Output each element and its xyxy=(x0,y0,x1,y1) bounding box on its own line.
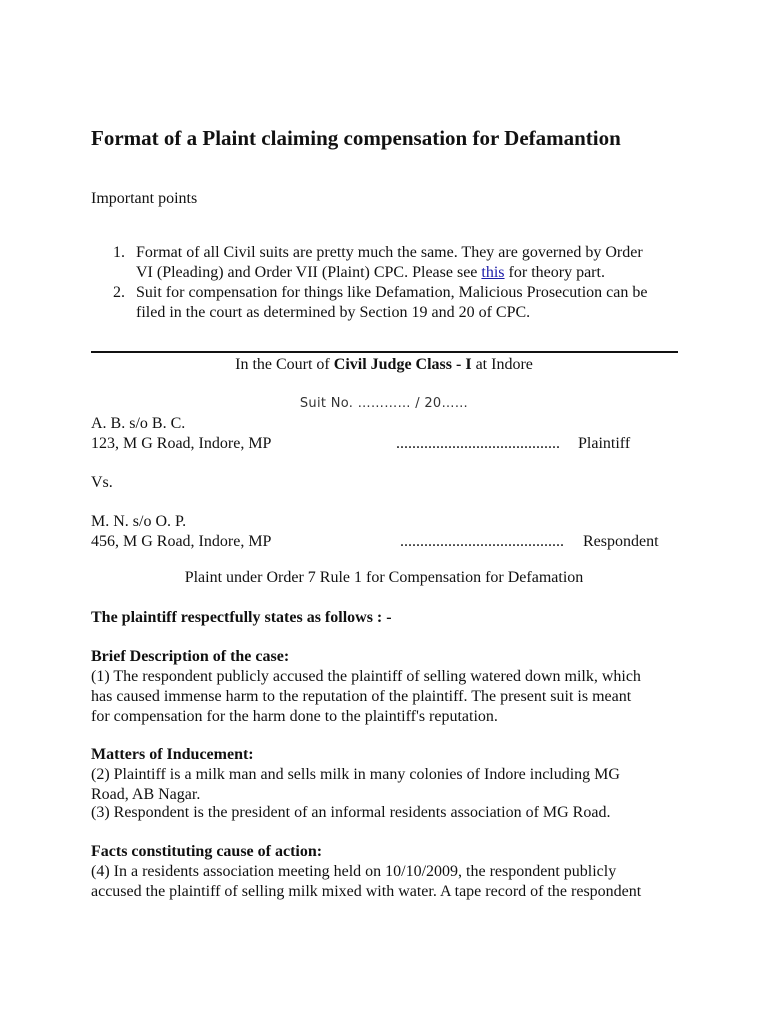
facts-line-2: accused the plaintiff of selling milk mixed with water. A tape record of the respondent xyxy=(91,883,642,900)
brief-line-1: (1) The respondent publicly accused the plaintiff of selling watered down milk, which xyxy=(91,668,641,685)
horizontal-divider xyxy=(91,351,678,353)
respondent-dots: ......................................... xyxy=(400,533,564,550)
plaint-heading: Plaint under Order 7 Rule 1 for Compensation for Defamation xyxy=(184,569,584,586)
court-heading xyxy=(0,356,768,374)
facts-line-1: (4) In a residents association meeting held on 10/10/2009, the respondent publicly xyxy=(91,863,617,880)
point-1-line-1: Format of all Civil suits are pretty much the same. They are governed by Order xyxy=(136,244,643,261)
point-2-number: 2. xyxy=(113,284,125,301)
inducement-line-3: (3) Respondent is the president of an informal residents association of MG Road. xyxy=(91,804,611,821)
plaintiff-name: A. B. s/o B. C. xyxy=(91,415,186,432)
plaintiff-role: Plaintiff xyxy=(578,435,631,452)
respondent-role: Respondent xyxy=(583,533,659,550)
point-1-number: 1. xyxy=(113,244,125,261)
point-1-text-pre: VI (Pleading) and Order VII (Plaint) CPC. Please see xyxy=(136,264,482,281)
brief-description-heading: Brief Description of the case: xyxy=(91,648,290,665)
suit-number: Suit No. ………… / 20…… xyxy=(299,396,469,411)
inducement-heading: Matters of Inducement: xyxy=(91,746,254,763)
point-2-line-2: filed in the court as determined by Section 19 and 20 of CPC. xyxy=(136,304,531,321)
inducement-line-1: (2) Plaintiff is a milk man and sells milk in many colonies of Indore including MG xyxy=(91,766,620,783)
plaintiff-dots: ......................................... xyxy=(396,435,560,452)
important-points-heading: Important points xyxy=(91,190,198,207)
theory-link[interactable]: this xyxy=(481,264,505,281)
brief-line-2: has caused immense harm to the reputation of the plaintiff. The present suit is meant xyxy=(91,688,632,705)
court-post: at Indore xyxy=(471,356,533,373)
brief-line-3: for compensation for the harm done to the plaintiff's reputation. xyxy=(91,708,498,725)
point-1-text-post: for theory part. xyxy=(504,264,605,281)
court-pre: In the Court of xyxy=(235,356,334,373)
plaintiff-states: The plaintiff respectfully states as follows : - xyxy=(91,609,392,626)
court-judge: Civil Judge Class - I xyxy=(333,356,472,373)
respondent-address: 456, M G Road, Indore, MP xyxy=(91,533,272,550)
inducement-line-2: Road, AB Nagar. xyxy=(91,786,201,803)
document-title: Format of a Plaint claiming compensation for Defamantion xyxy=(91,126,621,150)
versus-label: Vs. xyxy=(91,474,113,491)
point-2-line-1: Suit for compensation for things like Defamation, Malicious Prosecution can be xyxy=(136,284,648,301)
point-1-line-2 xyxy=(136,263,605,283)
respondent-name: M. N. s/o O. P. xyxy=(91,513,187,530)
facts-heading: Facts constituting cause of action: xyxy=(91,843,323,860)
plaintiff-address: 123, M G Road, Indore, MP xyxy=(91,435,272,452)
